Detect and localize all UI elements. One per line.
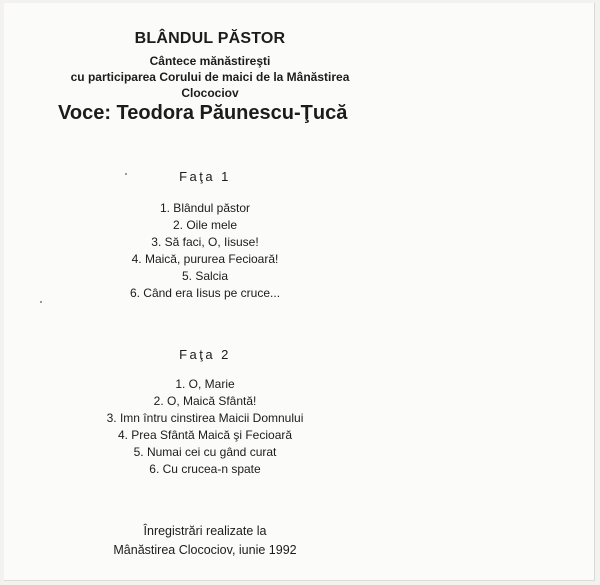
- scan-speck: [125, 173, 127, 175]
- recording-location-date: Mânăstirea Clocociov, iunie 1992: [113, 543, 297, 557]
- track-item: 6. Când era Iisus pe cruce...: [129, 286, 281, 300]
- side-1-heading: Faţa 1: [179, 169, 231, 184]
- voice-credit: Voce: Teodora Păunescu-Ţucă: [58, 102, 348, 124]
- recording-note: Înregistrări realizate la: [143, 524, 267, 538]
- album-subtitle: Cântece mănăstireşti: [149, 54, 271, 68]
- track-item: 2. Oile mele: [172, 218, 238, 232]
- track-item: 3. Imn întru cinstirea Maicii Domnului: [106, 411, 304, 425]
- side-1-tracklist: [4, 200, 406, 302]
- track-item: 4. Prea Sfântă Maică şi Fecioară: [117, 428, 293, 442]
- booklet-page: [4, 3, 595, 581]
- choir-credit: cu participarea Corului de maici de la Mânăstirea: [70, 70, 350, 84]
- track-item: 2. O, Maică Sfântă!: [153, 394, 257, 408]
- track-item: 6. Cu crucea-n spate: [149, 462, 261, 476]
- track-item: 5. Salcia: [181, 269, 229, 283]
- monastery-name: Clocociov: [181, 86, 239, 100]
- album-title: BLÂNDUL PĂSTOR: [134, 30, 286, 47]
- track-item: 1. Blândul păstor: [159, 201, 251, 215]
- track-item: 1. O, Marie: [175, 377, 235, 391]
- scan-speck: [40, 301, 42, 303]
- side-2-tracklist: [4, 376, 406, 478]
- track-item: 3. Să faci, O, Iisuse!: [151, 235, 259, 249]
- side-2-heading: Faţa 2: [179, 347, 231, 362]
- track-item: 5. Numai cei cu gând curat: [133, 445, 277, 459]
- track-item: 4. Maică, pururea Fecioară!: [131, 252, 279, 266]
